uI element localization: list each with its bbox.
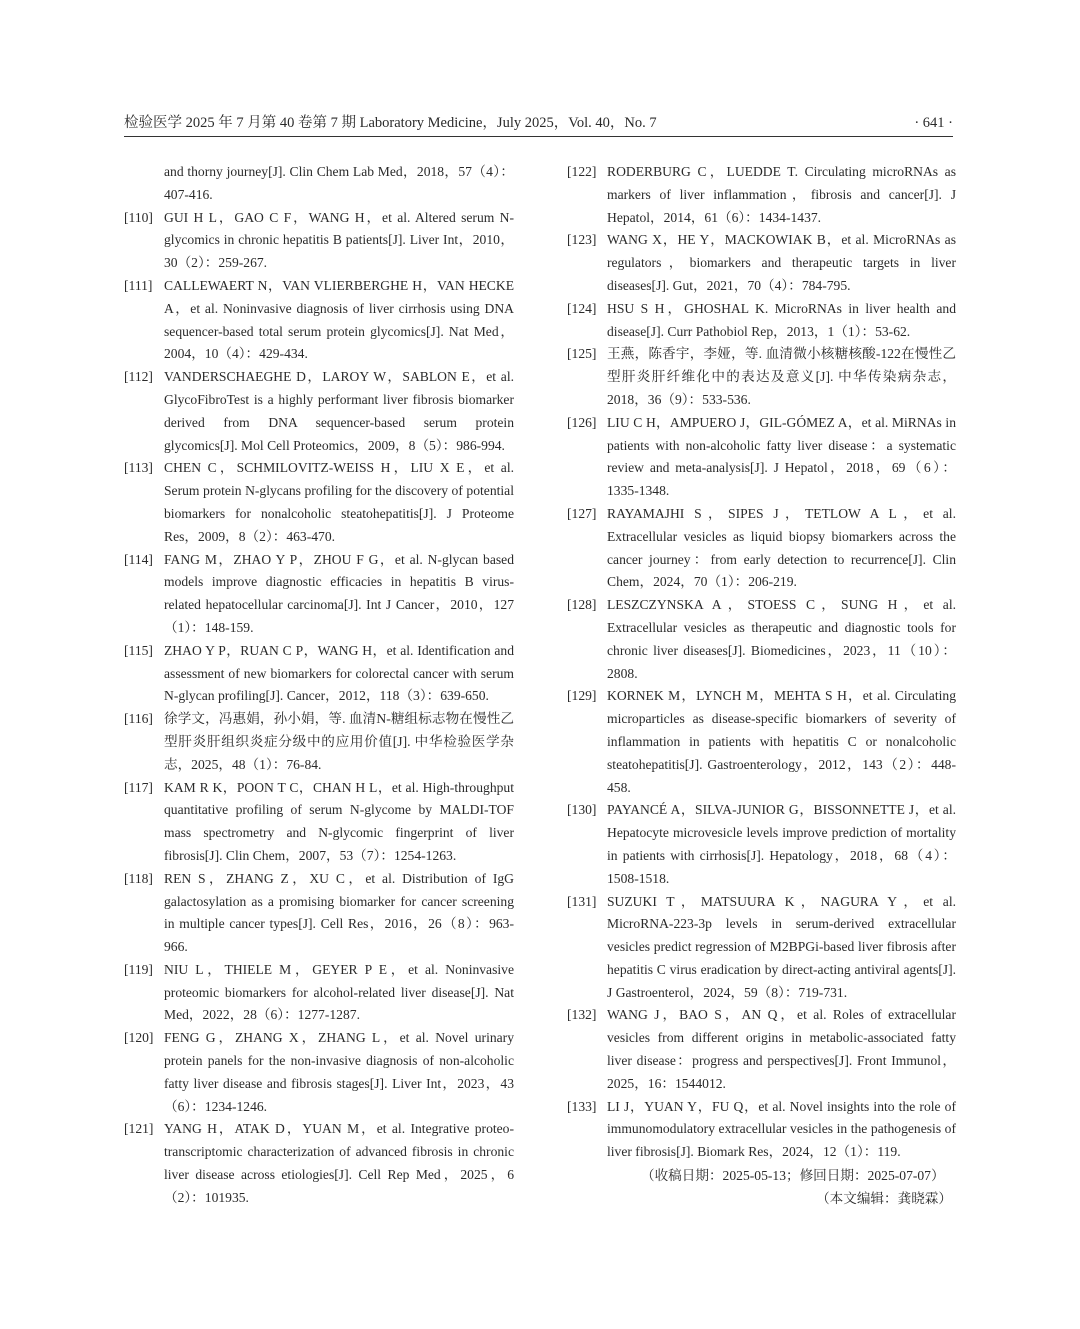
reference-text: ZHAO Y P，RUAN C P，WANG H，et al. Identification and assessment of new biomarkers for colorectal cancer with serum N-glycan profiling[J]. Cancer，2012，118（3）：639-650. [164,642,514,704]
reference-text: CHEN C，SCHMILOVITZ-WEISS H，LIU X E，et al. Serum protein N-glycans profiling for the discovery of potential biomarkers for nonalcoholic steatohepatitis[J]. J Proteome Res，2009，8（2）：463-470. [164,460,514,544]
reference-number: [132] [567,1007,597,1023]
reference-text: PAYANCÉ A，SILVA-JUNIOR G，BISSONNETTE J，et al. Hepatocyte microvesicle levels improve prediction of mortality in patients with cirrhosis[J]. Hepatology，2018，68（4）：1508-1518. [607,802,956,886]
reference-item-115 [124,640,514,708]
reference-number: [121] [124,1121,154,1137]
editor-credit: （本文编辑：龚晓霖） [816,1190,952,1206]
reference-text: LESZCZYNSKA A，STOESS C，SUNG H，et al. Extracellular vesicles as therapeutic and diagnostic tools for chronic liver diseases[J]. Biomedicines，2023，11（10）：2808. [607,597,956,681]
reference-text: and thorny journey[J]. Clin Chem Lab Med，2018，57（4）：407-416. [164,164,514,202]
reference-item-133 [567,1096,956,1164]
reference-text: LIU C H，AMPUERO J，GIL-GÓMEZ A，et al. MiRNAs in patients with non-alcoholic fatty liver disease：a systematic review and meta-analysis[J]. J Hepatol，2018，69（6）：1335-1348. [607,414,956,499]
page-number: · 641 · [914,115,953,131]
reference-text: FANG M，ZHAO Y P，ZHOU F G，et al. N-glycan based models improve diagnostic efficacies in hepatitis B virus-related hepatocellular carcinoma[J]. Int J Cancer，2010，127（1）：148-159. [164,551,514,635]
reference-item-113 [124,457,514,548]
reference-number: [120] [124,1030,154,1046]
reference-text: YANG H，ATAK D，YUAN M，et al. Integrative proteo-transcriptomic characterization of advanced fibrosis in chronic liver disease across etiologies[J]. Cell Rep Med，2025，6（2）：101935. [164,1121,514,1205]
reference-text: WANG X，HE Y，MACKOWIAK B，et al. MicroRNAs as regulators，biomarkers and therapeutic targets in liver diseases[J]. Gut，2021，70（4）：784-795. [607,232,956,293]
reference-item-130 [567,799,956,890]
reference-item-121 [124,1118,514,1209]
reference-item-111 [124,275,514,366]
reference-number: [112] [124,369,153,385]
reference-text: REN S，ZHANG Z，XU C，et al. Distribution of IgG galactosylation as a promising biomarker for cancer screening in multiple cancer types[J]. Cell Res，2016，26（8）：963-966. [164,870,514,955]
reference-text: GUI H L，GAO C F，WANG H，et al. Altered serum N-glycomics in chronic hepatitis B patients[J]. Liver Int，2010，30（2）：259-267. [164,209,514,271]
reference-text: KORNEK M，LYNCH M，MEHTA S H，et al. Circulating microparticles as disease-specific biomarkers of severity of inflammation in patients with hepatitis C or nonalcoholic steatohepatitis[J]. Gastroenterology，2012，143（2）：448-458. [607,688,956,795]
reference-item-117 [124,777,514,868]
reference-number: [119] [124,961,153,977]
reference-number: [130] [567,802,597,818]
reference-number: [115] [124,642,153,658]
reference-number: [129] [567,688,597,704]
reference-item-125 [567,343,956,411]
reference-text: RAYAMAJHI S，SIPES J，TETLOW A L，et al. Extracellular vesicles as liquid biopsy biomarkers across the cancer journey：from early detection to recurrence[J]. Clin Chem，2024，70（1）：206-219. [607,505,956,590]
reference-item-120 [124,1027,514,1118]
reference-number: [133] [567,1098,597,1114]
running-header [124,112,953,137]
reference-item-122 [567,161,956,229]
reference-number: [123] [567,232,597,248]
reference-number: [117] [124,779,153,795]
reference-item-131 [567,891,956,1005]
reference-item-129 [567,685,956,799]
reference-text: NIU L，THIELE M，GEYER P E，et al. Noninvasive proteomic biomarkers for alcohol-related liver disease[J]. Nat Med，2022，28（6）：1277-1287. [164,961,514,1023]
reference-text: 王燕，陈香宇，李娅，等. 血清微小核糖核酸-122在慢性乙型肝炎肝纤维化中的表达及意义[J]. 中华传染病杂志，2018，36（9）：533-536. [607,346,956,407]
reference-number: [124] [567,300,597,316]
reference-number: [113] [124,460,153,476]
reference-text: VANDERSCHAEGHE D，LAROY W，SABLON E，et al. GlycoFibroTest is a highly performant liver fibrosis biomarker derived from DNA sequencer-based serum protein glycomics[J]. Mol Cell Proteomics，2009，8（5）：986-994. [164,369,514,453]
reference-number: [111] [124,277,153,293]
journal-title: 检验医学 2025 年 7 月第 40 卷第 7 期 Laboratory Medicine，July 2025，Vol. 40，No. 7 [124,115,657,131]
reference-text: RODERBURG C，LUEDDE T. Circulating microRNAs as markers of liver inflammation，fibrosis and cancer[J]. J Hepatol，2014，61（6）：1434-1437. [607,164,956,225]
reference-item-127 [567,503,956,594]
reference-text: HSU S H，GHOSHAL K. MicroRNAs in liver health and disease[J]. Curr Pathobiol Rep，2013，1（1）：53-62. [607,300,956,339]
reference-item-128 [567,594,956,685]
reference-text: KAM R K，POON T C，CHAN H L，et al. High-throughput quantitative profiling of serum N-glycome by MALDI-TOF mass spectrometry and N-glycomic fingerprint of liver fibrosis[J]. Clin Chem，2007，53（7）：1254-1263. [164,779,514,863]
reference-number: [116] [124,711,153,727]
received-revised-dates: （收稿日期：2025-05-13；修回日期：2025-07-07） [641,1168,945,1184]
reference-text: CALLEWAERT N，VAN VLIERBERGHE H，VAN HECKE A，et al. Noninvasive diagnosis of liver cirrhosis using DNA sequencer-based total serum protein glycomics[J]. Nat Med，2004，10（4）：429-434. [164,277,514,362]
reference-item-119 [124,959,514,1027]
reference-number: [114] [124,551,153,567]
reference-number: [126] [567,414,597,430]
reference-number: [122] [567,164,597,179]
reference-item-123 [567,229,956,297]
reference-item-110 [124,207,514,275]
right-column [567,161,956,1211]
reference-item-112 [124,366,514,457]
reference-text: LI J，YUAN Y，FU Q，et al. Novel insights into the role of immunomodulatory extracellular vesicles in the pathogenesis of liver fibrosis[J]. Biomark Res，2024，12（1）：119. [607,1098,956,1160]
reference-number: [110] [124,209,153,225]
reference-number: [118] [124,870,153,886]
reference-item-118 [124,868,514,959]
reference-text: WANG J，BAO S，AN Q，et al. Roles of extracellular vesicles from different origins in metabolic-associated fatty liver disease：progress and perspectives[J]. Front Immunol，2025，16：1544012. [607,1007,956,1091]
reference-text: FENG G，ZHANG X，ZHANG L，et al. Novel urinary protein panels for the non-invasive diagnosis of non-alcoholic fatty liver disease and fibrosis stages[J]. Liver Int，2023，43（6）：1234-1246. [164,1030,514,1114]
reference-number: [128] [567,597,597,613]
reference-item-114 [124,549,514,640]
reference-number: [125] [567,346,597,362]
reference-text: SUZUKI T，MATSUURA K，NAGURA Y，et al. MicroRNA-223-3p levels in serum-derived extracellular vesicles predict regression of M2BPGi-based liver fibrosis after hepatitis C virus eradication by direct-acting antiviral agents[J]. J Gastroenterol，2024，59（8）：719-731. [607,893,956,1000]
reference-item-116 [124,708,514,776]
reference-number: [127] [567,505,597,521]
reference-continuation [124,161,514,207]
reference-item-124 [567,298,956,344]
reference-number: [131] [567,893,597,909]
reference-text: 徐学文，冯惠娟，孙小娟，等. 血清N-糖组标志物在慢性乙型肝炎肝组织炎症分级中的应用价值[J]. 中华检验医学杂志，2025，48（1）：76-84. [164,711,514,772]
reference-item-126 [567,412,956,503]
left-column [124,161,514,1210]
reference-item-132 [567,1004,956,1095]
